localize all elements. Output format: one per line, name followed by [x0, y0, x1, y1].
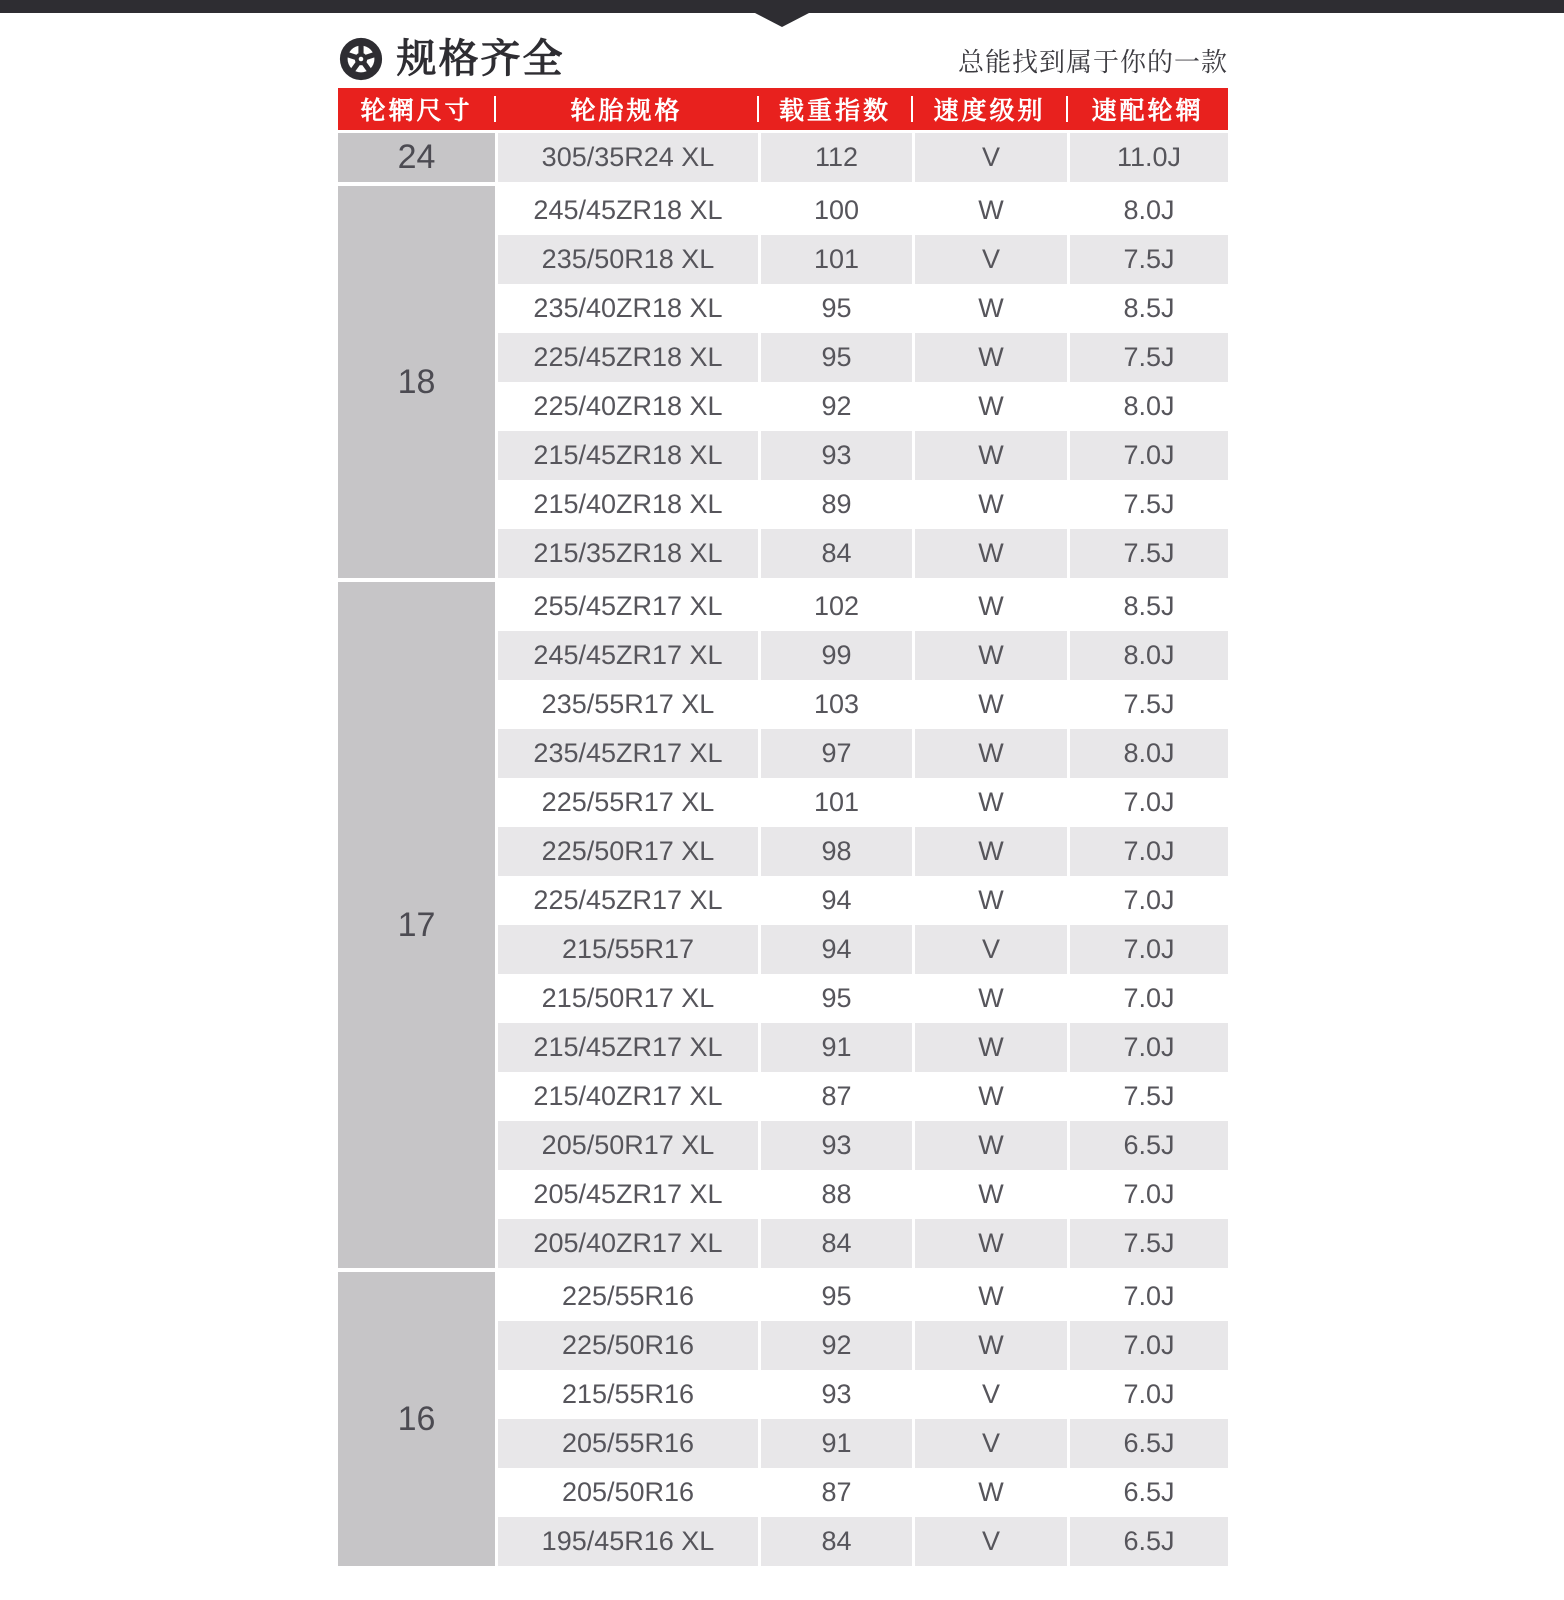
load-index-cell: 95 [758, 284, 912, 333]
load-index-cell: 95 [758, 333, 912, 382]
tire-spec-cell: 205/45ZR17 XL [495, 1170, 758, 1219]
tire-spec-cell: 215/50R17 XL [495, 974, 758, 1023]
page-title: 规格齐全 [396, 37, 565, 81]
table-row [495, 1121, 1228, 1170]
matching-rim-cell: 6.5J [1067, 1468, 1228, 1517]
table-header-row [338, 88, 1228, 130]
matching-rim-cell: 7.0J [1067, 431, 1228, 480]
load-index-cell: 95 [758, 974, 912, 1023]
load-index-cell: 84 [758, 1517, 912, 1566]
table-row [495, 1468, 1228, 1517]
table-row [495, 582, 1228, 631]
table-row [495, 925, 1228, 974]
tire-spec-cell: 205/50R16 [495, 1468, 758, 1517]
speed-rating-cell: W [912, 284, 1067, 333]
table-row [495, 1419, 1228, 1468]
matching-rim-cell: 7.5J [1067, 529, 1228, 578]
matching-rim-cell: 7.5J [1067, 680, 1228, 729]
load-index-cell: 84 [758, 1219, 912, 1268]
tire-spec-cell: 225/45ZR17 XL [495, 876, 758, 925]
load-index-cell: 87 [758, 1072, 912, 1121]
matching-rim-cell: 7.5J [1067, 235, 1228, 284]
table-row [495, 1023, 1228, 1072]
speed-rating-cell: V [912, 133, 1067, 182]
load-index-cell: 93 [758, 1370, 912, 1419]
tire-spec-cell: 235/40ZR18 XL [495, 284, 758, 333]
tire-spec-cell: 235/55R17 XL [495, 680, 758, 729]
table-row [495, 431, 1228, 480]
top-divider-bar [0, 0, 1564, 13]
matching-rim-cell: 8.0J [1067, 382, 1228, 431]
speed-rating-cell: W [912, 1121, 1067, 1170]
load-index-cell: 88 [758, 1170, 912, 1219]
down-arrow-icon [755, 13, 809, 27]
table-row [495, 382, 1228, 431]
speed-rating-cell: V [912, 925, 1067, 974]
speed-rating-cell: W [912, 631, 1067, 680]
load-index-cell: 97 [758, 729, 912, 778]
speed-rating-cell: W [912, 1272, 1067, 1321]
tire-spec-cell: 215/55R17 [495, 925, 758, 974]
speed-rating-cell: W [912, 778, 1067, 827]
matching-rim-cell: 6.5J [1067, 1517, 1228, 1566]
matching-rim-cell: 7.5J [1067, 333, 1228, 382]
tire-spec-cell: 215/40ZR17 XL [495, 1072, 758, 1121]
load-index-cell: 112 [758, 133, 912, 182]
table-row [495, 1321, 1228, 1370]
tire-spec-cell: 215/35ZR18 XL [495, 529, 758, 578]
load-index-cell: 94 [758, 876, 912, 925]
matching-rim-cell: 7.0J [1067, 974, 1228, 1023]
table-row [495, 876, 1228, 925]
load-index-cell: 93 [758, 1121, 912, 1170]
speed-rating-cell: W [912, 480, 1067, 529]
matching-rim-cell: 6.5J [1067, 1419, 1228, 1468]
tire-spec-cell: 255/45ZR17 XL [495, 582, 758, 631]
table-row [495, 529, 1228, 578]
rim-group-rows [495, 133, 1228, 182]
rim-group-16 [338, 1272, 1228, 1566]
speed-rating-cell: W [912, 1170, 1067, 1219]
tire-spec-cell: 305/35R24 XL [495, 133, 758, 182]
matching-rim-cell: 7.0J [1067, 1023, 1228, 1072]
tire-spec-cell: 205/50R17 XL [495, 1121, 758, 1170]
table-row [495, 631, 1228, 680]
matching-rim-cell: 7.5J [1067, 1072, 1228, 1121]
tire-spec-cell: 245/45ZR17 XL [495, 631, 758, 680]
tire-spec-cell: 205/55R16 [495, 1419, 758, 1468]
speed-rating-cell: W [912, 1072, 1067, 1121]
rim-size-cell: 16 [338, 1272, 495, 1566]
load-index-cell: 98 [758, 827, 912, 876]
matching-rim-cell: 6.5J [1067, 1121, 1228, 1170]
matching-rim-cell: 11.0J [1067, 133, 1228, 182]
column-header-load-index: 载重指数 [758, 88, 912, 130]
tire-spec-cell: 195/45R16 XL [495, 1517, 758, 1566]
load-index-cell: 93 [758, 431, 912, 480]
column-header-matching-rim: 速配轮辋 [1091, 97, 1204, 125]
rim-group-17 [338, 582, 1228, 1268]
matching-rim-cell: 8.5J [1067, 284, 1228, 333]
matching-rim-cell: 7.0J [1067, 827, 1228, 876]
rim-size-cell: 18 [338, 186, 495, 578]
tire-spec-cell: 225/40ZR18 XL [495, 382, 758, 431]
matching-rim-cell: 7.0J [1067, 1272, 1228, 1321]
table-row [495, 333, 1228, 382]
matching-rim-cell: 7.0J [1067, 1370, 1228, 1419]
table-row [495, 1219, 1228, 1268]
matching-rim-cell: 8.0J [1067, 186, 1228, 235]
speed-rating-cell: V [912, 1419, 1067, 1468]
matching-rim-cell: 7.0J [1067, 778, 1228, 827]
load-index-cell: 103 [758, 680, 912, 729]
speed-rating-cell: W [912, 582, 1067, 631]
matching-rim-cell: 8.0J [1067, 631, 1228, 680]
tire-spec-cell: 215/55R16 [495, 1370, 758, 1419]
section-titlebar [338, 36, 1228, 82]
wheel-icon [338, 36, 384, 82]
load-index-cell: 91 [758, 1023, 912, 1072]
tire-spec-cell: 205/40ZR17 XL [495, 1219, 758, 1268]
column-header-tire-spec: 轮胎规格 [495, 88, 758, 130]
tire-spec-cell: 245/45ZR18 XL [495, 186, 758, 235]
rim-group-24 [338, 133, 1228, 182]
load-index-cell: 94 [758, 925, 912, 974]
rim-group-rows [495, 582, 1228, 1268]
column-header-rim-size: 轮辋尺寸 [338, 88, 495, 130]
matching-rim-cell: 8.0J [1067, 729, 1228, 778]
speed-rating-cell: W [912, 1023, 1067, 1072]
load-index-cell: 100 [758, 186, 912, 235]
table-row [495, 827, 1228, 876]
matching-rim-cell: 7.0J [1067, 925, 1228, 974]
matching-rim-cell: 7.5J [1067, 480, 1228, 529]
tire-spec-cell: 215/40ZR18 XL [495, 480, 758, 529]
tire-spec-cell: 225/55R16 [495, 1272, 758, 1321]
load-index-cell: 101 [758, 235, 912, 284]
table-row [495, 480, 1228, 529]
load-index-cell: 87 [758, 1468, 912, 1517]
table-row [495, 1170, 1228, 1219]
speed-rating-cell: W [912, 382, 1067, 431]
speed-rating-cell: V [912, 1517, 1067, 1566]
load-index-cell: 95 [758, 1272, 912, 1321]
rim-size-cell: 17 [338, 582, 495, 1268]
tire-spec-cell: 235/45ZR17 XL [495, 729, 758, 778]
table-row [495, 680, 1228, 729]
table-row [495, 1272, 1228, 1321]
tire-spec-cell: 215/45ZR18 XL [495, 431, 758, 480]
rim-group-rows [495, 1272, 1228, 1566]
tire-spec-cell: 225/50R17 XL [495, 827, 758, 876]
table-row [495, 235, 1228, 284]
table-row [495, 1072, 1228, 1121]
matching-rim-cell: 7.0J [1067, 1170, 1228, 1219]
load-index-cell: 91 [758, 1419, 912, 1468]
speed-rating-cell: W [912, 1321, 1067, 1370]
load-index-cell: 101 [758, 778, 912, 827]
speed-rating-cell: W [912, 431, 1067, 480]
load-index-cell: 102 [758, 582, 912, 631]
load-index-cell: 99 [758, 631, 912, 680]
speed-rating-cell: W [912, 876, 1067, 925]
speed-rating-cell: W [912, 729, 1067, 778]
tire-spec-cell: 215/45ZR17 XL [495, 1023, 758, 1072]
table-row [495, 729, 1228, 778]
column-header-speed-rating: 速度级别 [912, 88, 1067, 130]
load-index-cell: 92 [758, 1321, 912, 1370]
spec-section [338, 36, 1228, 1566]
tire-spec-cell: 235/50R18 XL [495, 235, 758, 284]
speed-rating-cell: V [912, 235, 1067, 284]
speed-rating-cell: W [912, 529, 1067, 578]
speed-rating-cell: W [912, 1468, 1067, 1517]
speed-rating-cell: W [912, 974, 1067, 1023]
table-row [495, 1370, 1228, 1419]
speed-rating-cell: W [912, 827, 1067, 876]
table-row [495, 133, 1228, 182]
table-row [495, 186, 1228, 235]
speed-rating-cell: W [912, 680, 1067, 729]
matching-rim-cell: 7.5J [1067, 1219, 1228, 1268]
table-row [495, 974, 1228, 1023]
speed-rating-cell: W [912, 1219, 1067, 1268]
tire-spec-table [338, 88, 1228, 1566]
speed-rating-cell: V [912, 1370, 1067, 1419]
table-row [495, 1517, 1228, 1566]
matching-rim-cell: 7.0J [1067, 876, 1228, 925]
rim-group-rows [495, 186, 1228, 578]
tire-spec-cell: 225/45ZR18 XL [495, 333, 758, 382]
matching-rim-cell: 8.5J [1067, 582, 1228, 631]
table-row [495, 778, 1228, 827]
speed-rating-cell: W [912, 186, 1067, 235]
table-body [338, 133, 1228, 1566]
table-row [495, 284, 1228, 333]
tire-spec-cell: 225/50R16 [495, 1321, 758, 1370]
load-index-cell: 84 [758, 529, 912, 578]
load-index-cell: 89 [758, 480, 912, 529]
speed-rating-cell: W [912, 333, 1067, 382]
rim-size-cell: 24 [338, 133, 495, 182]
section-subtitle: 总能找到属于你的一款 [957, 47, 1228, 77]
rim-group-18 [338, 186, 1228, 578]
load-index-cell: 92 [758, 382, 912, 431]
matching-rim-cell: 7.0J [1067, 1321, 1228, 1370]
tire-spec-cell: 225/55R17 XL [495, 778, 758, 827]
